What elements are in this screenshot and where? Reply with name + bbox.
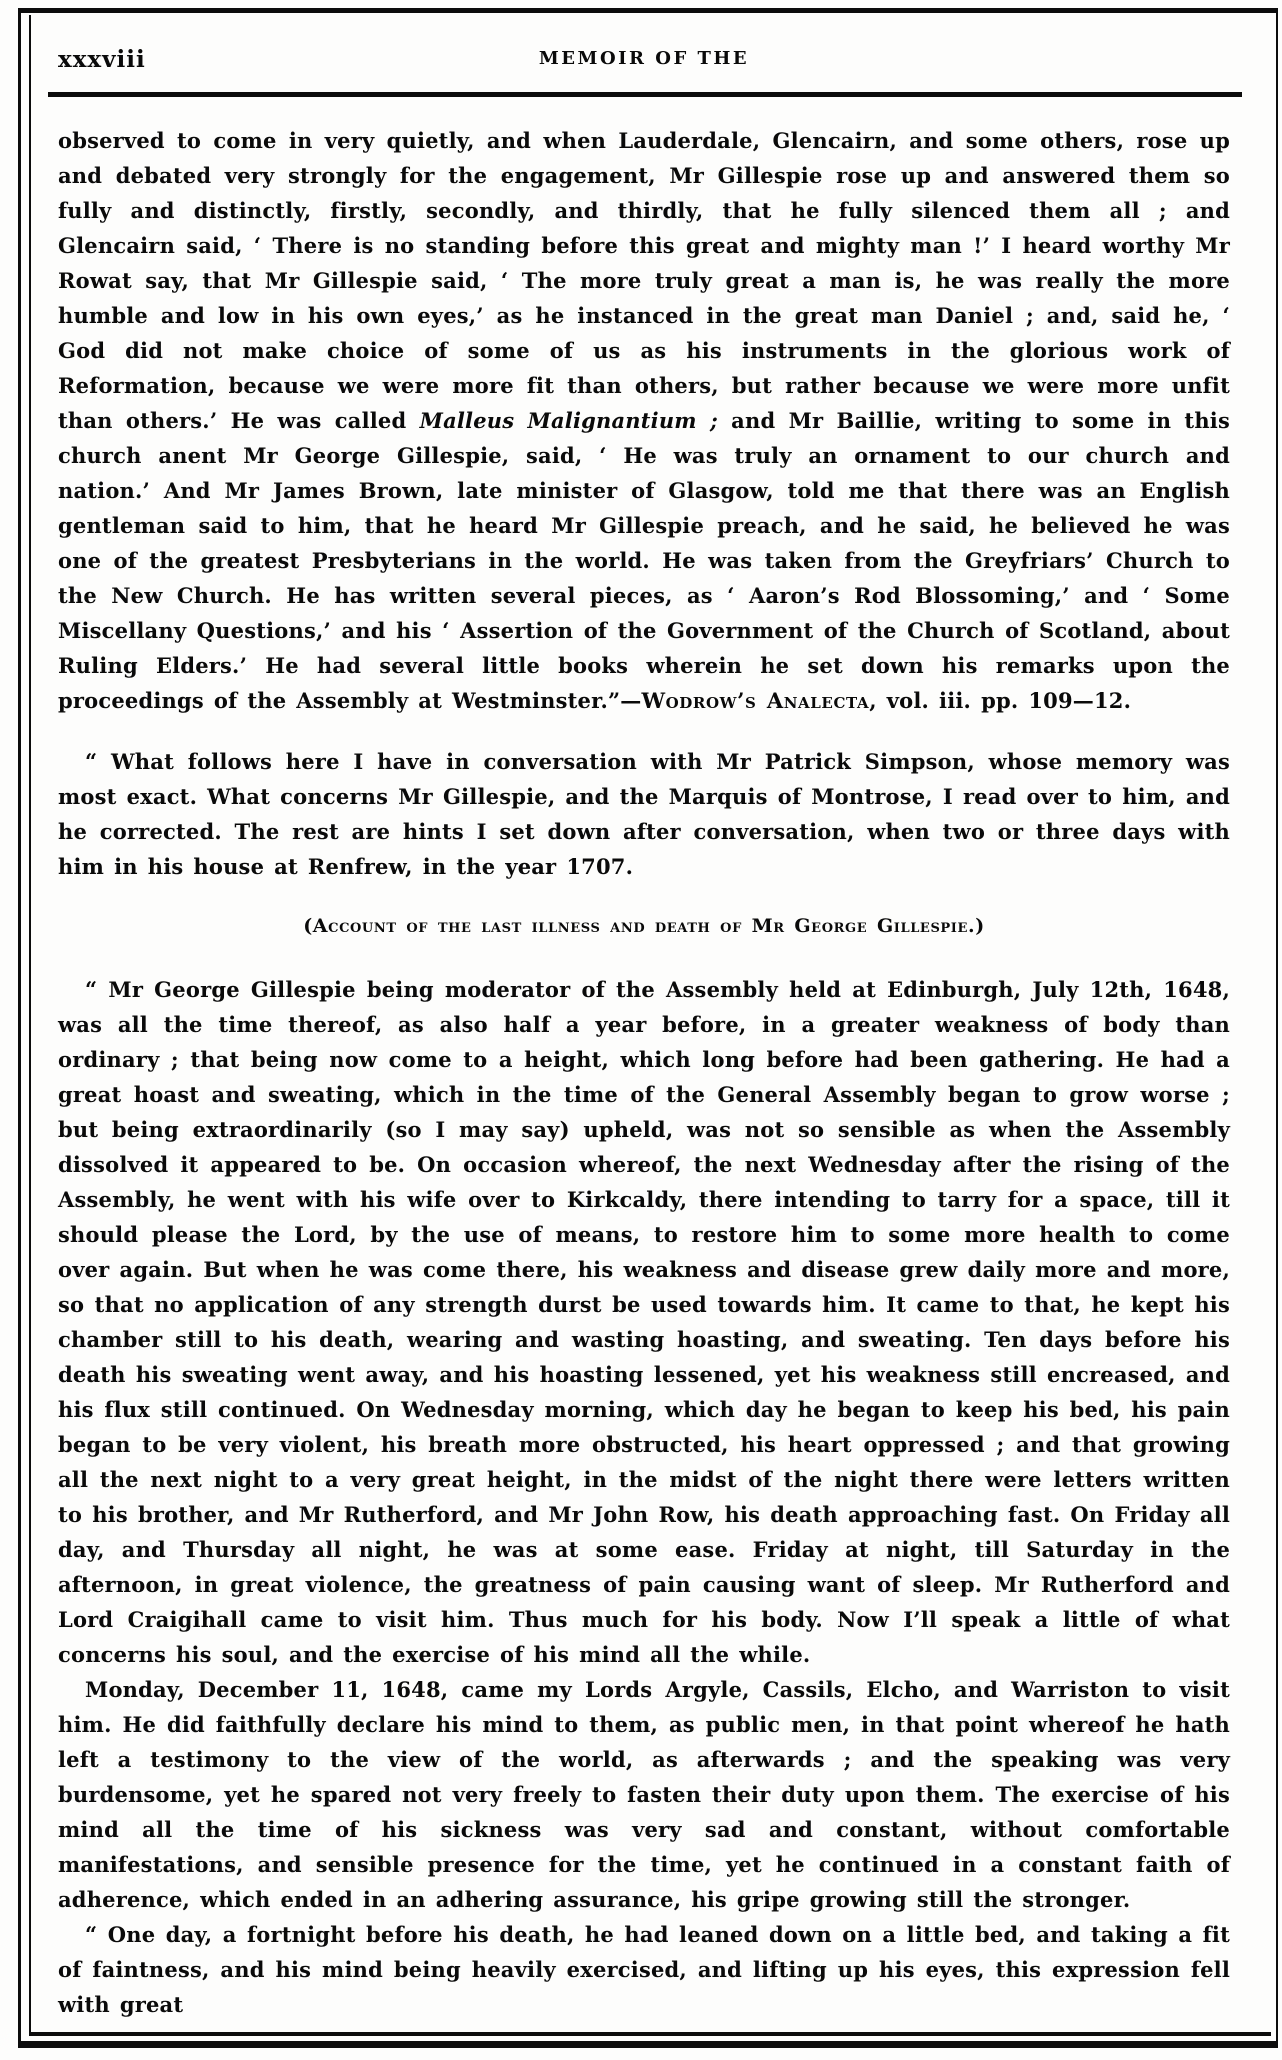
text-segment: Wodrow’s Analecta (641, 688, 870, 713)
paragraph (58, 972, 1230, 1672)
paragraph (58, 123, 1230, 718)
paragraph (58, 1672, 1230, 1917)
page-header (58, 42, 1230, 76)
paragraph (58, 1917, 1230, 2022)
header-rule (48, 92, 1242, 97)
text-segment: “ One day, a fortnight before his death, he had leaned down on a little bed, and taking a fit of faintness, and his mind being heavily exercised, and lifting up his eyes, this expression fell with great (58, 1922, 1230, 2017)
text-segment: “ What follows here I have in conversation with Mr Patrick Simpson, whose memory was most exact. What concerns Mr Gillespie, and the Marquis of Montrose, I read over to him, and he corrected. The rest are hints I set down after conversation, when two or three days with him in his house at Renfrew, in the year 1707. (58, 749, 1230, 879)
page-content (58, 42, 1230, 2022)
text-segment: (Account of the last illness and death of Mr George Gillespie.) (303, 915, 985, 937)
text-segment: “ Mr George Gillespie being moderator of the Assembly held at Edinburgh, July 12th, 1648, was all the time thereof, as also half a year before, in a greater weakness of body than ordinary ; that being now come to a height, which long before had been gathering. He had a great hoast and sweating, which in the time of the General Assembly began to grow worse ; but being extraordinarily (so I may say) upheld, was not so sensible as when the Assembly dissolved it appeared to be. On occasion whereof, the next Wednesday after the rising of the Assembly, he went with his wife over to Kirkcaldy, there intending to tarry for a space, till it should please the Lord, by the use of means, to restore him to some more health to come over again. But when he was come there, his weakness and disease grew daily more and more, so that no application of any strength durst be used towards him. It came to that, he kept his chamber still to his death, wearing and wasting hoasting, and sweating. Ten days before his death his sweating went away, and his hoasting lessened, yet his weakness still encreased, and his flux still continued. On Wednesday morning, which day he began to keep his bed, his pain began to be very violent, his breath more obstructed, his heart oppressed ; and that growing all the next night to a very great height, in the midst of the night there were letters written to his brother, and Mr Rutherford, and Mr John Row, his death approaching fast. On Friday all day, and Thursday all night, he was at some ease. Friday at night, till Saturday in the afternoon, in great violence, the greatness of pain causing want of sleep. Mr Rutherford and Lord Craigihall came to visit him. Thus much for his body. Now I’ll speak a little of what concerns his soul, and the exercise of his mind all the while. (58, 977, 1230, 1667)
text-segment: , vol. iii. pp. 109—12. (869, 688, 1132, 713)
running-title: MEMOIR OF THE (538, 48, 750, 69)
paragraph (58, 744, 1230, 884)
page-number: xxxviii (58, 46, 146, 73)
text-segment: Malleus Malignantium ; (419, 408, 718, 433)
body-text (58, 123, 1230, 2022)
text-segment: Monday, December 11, 1648, came my Lords Argyle, Cassils, Elcho, and Warriston to visit him. He did faithfully declare his mind to them, as public men, in that point whereof he hath left a testimony to the view of the world, as afterwards ; and the speaking was very burdensome, yet he spared not very freely to fasten their duty upon them. The exercise of his mind all the time of his sickness was very sad and constant, without comfortable manifestations, and sensible presence for the time, yet he continued in a constant faith of adherence, which ended in an adhering assurance, his gripe growing still the stronger. (58, 1677, 1230, 1912)
section-heading (58, 912, 1230, 940)
text-segment: and Mr Baillie, writing to some in this church anent Mr George Gillespie, said, ‘ He was truly an ornament to our church and nation.’ And Mr James Brown, late minister of Glasgow, told me that there was an English gentleman said to him, that he heard Mr Gillespie preach, and he said, he believed he was one of the greatest Presbyterians in the world. He was taken from the Greyfriars’ Church to the New Church. He has written several pieces, as ‘ Aaron’s Rod Blossoming,’ and ‘ Some Miscellany Questions,’ and his ‘ Assertion of the Government of the Church of Scotland, about Ruling Elders.’ He had several little books wherein he set down his remarks upon the proceedings of the Assembly at Westminster.”— (58, 408, 1230, 713)
text-segment: observed to come in very quietly, and when Lauderdale, Glencairn, and some others, rose up and debated very strongly for the engagement, Mr Gillespie rose up and answered them so fully and distinctly, firstly, secondly, and thirdly, that he fully silenced them all ; and Glencairn said, ‘ There is no standing before this great and mighty man !’ I heard worthy Mr Rowat say, that Mr Gillespie said, ‘ The more truly great a man is, he was really the more humble and low in his own eyes,’ as he instanced in the great man Daniel ; and, said he, ‘ God did not make choice of some of us as his instruments in the glorious work of Reformation, because we were more fit than others, but rather because we were more unfit than others.’ He was called (58, 128, 1230, 433)
